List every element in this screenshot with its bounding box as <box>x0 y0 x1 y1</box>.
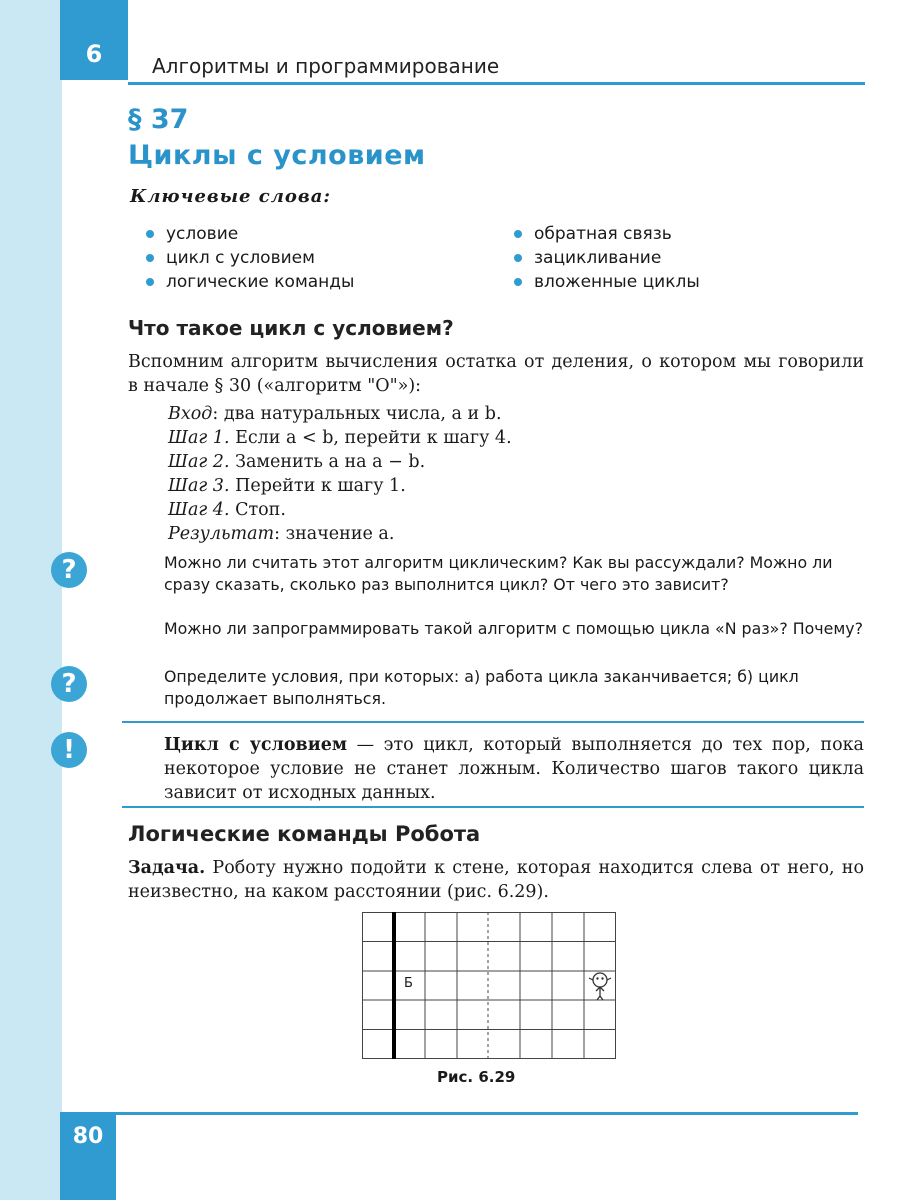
bullet-icon <box>146 254 154 262</box>
figure-caption: Рис. 6.29 <box>437 1068 516 1086</box>
definition-term: Цикл с условием <box>164 735 348 755</box>
keyword-item: логические команды <box>142 270 354 294</box>
task-text: Роботу нужно подойти к стене, которая находится слева от него, но неизвестно, на каком расстоянии (рис. 6.29). <box>128 858 864 902</box>
question-icon: ? <box>51 666 87 702</box>
keywords-list-right <box>510 222 700 294</box>
keyword-item: зацикливание <box>510 246 700 270</box>
algorithm-line: Шаг 2. Заменить a на a − b. <box>168 452 426 472</box>
header-divider <box>128 82 865 85</box>
chapter-title: Алгоритмы и программирование <box>152 54 500 78</box>
bullet-icon <box>146 278 154 286</box>
algorithm-line: Результат: значение a. <box>168 524 395 544</box>
keyword-item: обратная связь <box>510 222 700 246</box>
keywords-label: Ключевые слова: <box>130 186 332 207</box>
question-block-2: Определите условия, при которых: а) работа цикла заканчивается; б) цикл продолжает выполняться. <box>164 667 799 708</box>
robot-field-figure <box>362 912 618 1066</box>
definition-block <box>164 733 864 805</box>
left-margin-band <box>0 0 62 1200</box>
definition-bottom-rule <box>122 806 864 808</box>
bullet-icon <box>146 230 154 238</box>
robot-field-grid <box>362 912 618 1062</box>
task-paragraph <box>128 856 864 904</box>
footer-divider <box>62 1112 858 1115</box>
bullet-icon <box>514 254 522 262</box>
algorithm-line: Шаг 3. Перейти к шагу 1. <box>168 476 406 496</box>
keyword-item: условие <box>142 222 354 246</box>
bullet-icon <box>514 278 522 286</box>
question-block-1b: Можно ли запрограммировать такой алгоритм с помощью цикла «N раз»? Почему? <box>164 619 863 638</box>
algorithm-steps <box>168 402 512 546</box>
exclamation-icon: ! <box>51 732 87 768</box>
keywords-list-left <box>142 222 354 294</box>
algorithm-line: Шаг 4. Стоп. <box>168 500 286 520</box>
keyword-item: цикл с условием <box>142 246 354 270</box>
task-label: Задача. <box>128 858 206 878</box>
section-number: § 37 <box>128 104 189 135</box>
bullet-icon <box>514 230 522 238</box>
chapter-number-badge: 6 <box>60 0 128 80</box>
keyword-item: вложенные циклы <box>510 270 700 294</box>
intro-paragraph: Вспомним алгоритм вычисления остатка от деления, о котором мы говорили в начале § 30 («алгоритм "О"»): <box>128 352 864 396</box>
subsection-heading-robot: Логические команды Робота <box>128 822 481 846</box>
robot-icon <box>589 973 611 1000</box>
algorithm-line: Шаг 1. Если a < b, перейти к шагу 4. <box>168 428 512 448</box>
section-title: Циклы с условием <box>128 140 426 171</box>
algorithm-line: Вход: два натуральных числа, a и b. <box>168 404 502 424</box>
definition-text: — это цикл, который выполняется до тех пор, пока некоторое условие не станет ложным. Количество шагов такого цикла зависит от исходных данных. <box>164 735 864 803</box>
cell-label-b: Б <box>404 976 413 991</box>
question-block-1: Можно ли считать этот алгоритм циклическим? Как вы рассуждали? Можно ли сразу сказать, сколько раз выполнится цикл? От чего это зависит? <box>164 553 833 594</box>
page-number: 80 <box>60 1112 116 1200</box>
definition-top-rule <box>122 721 864 723</box>
question-icon: ? <box>51 552 87 588</box>
subsection-heading-what-is: Что такое цикл с условием? <box>128 316 454 340</box>
